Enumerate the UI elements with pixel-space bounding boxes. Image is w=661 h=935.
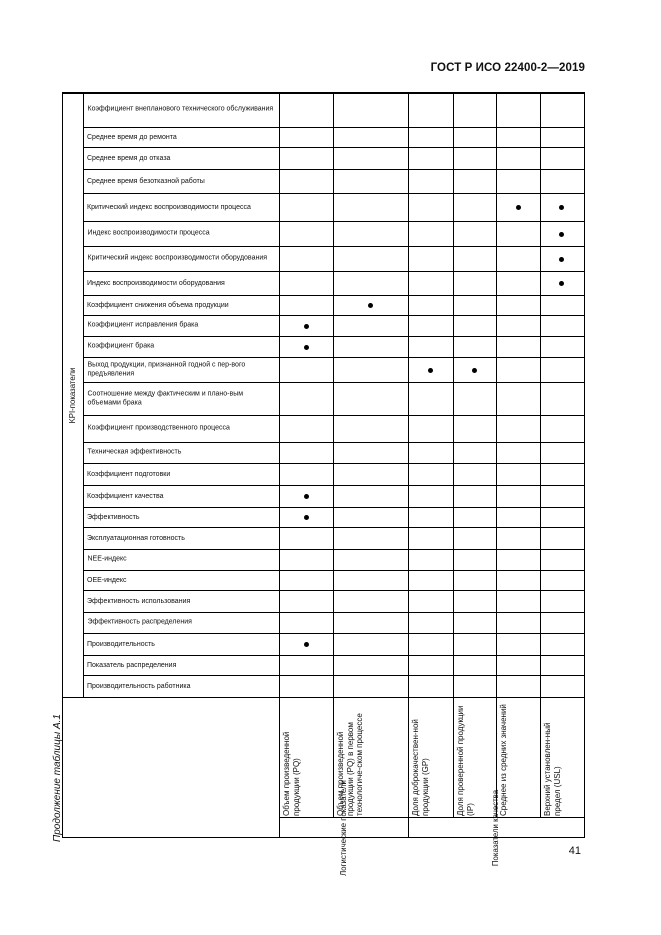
kpi-column-label — [83, 383, 279, 416]
page-number: 41 — [568, 845, 581, 857]
kpi-column-text: Коэффициент брака — [87, 343, 154, 351]
kpi-column-text: Коэффициент производственного процесса — [87, 425, 230, 433]
indicator-row-label: Среднее из средних значений — [499, 704, 508, 816]
kpi-column-label — [83, 194, 279, 222]
kpi-column-text: Производительность работника — [87, 682, 191, 690]
kpi-column-text: Индекс воспроизводимости процесса — [87, 230, 210, 238]
kpi-column-label — [83, 358, 279, 383]
kpi-column-text: Производительность — [87, 640, 155, 648]
kpi-column-text: Критический индекс воспроизводимости процесса — [87, 203, 251, 211]
kpi-column-label — [83, 443, 279, 464]
kpi-column-label — [83, 316, 279, 337]
indicator-group-text: Показатели качества — [491, 789, 500, 867]
mark-dot — [472, 368, 477, 373]
indicator-group-text: Логистические показатели — [339, 780, 348, 876]
indicator-row-label: Объем произведенной продукции (PQ) — [282, 731, 301, 816]
kpi-column-text: Коэффициент внепланового технического обслуживания — [87, 106, 273, 114]
kpi-column-text: Среднее время до ремонта — [87, 133, 177, 141]
kpi-column-text: Эффективность использования — [87, 597, 191, 605]
kpi-column-label — [83, 486, 279, 508]
document-title: ГОСТ Р ИСО 22400-2—2019 — [430, 62, 585, 74]
kpi-column-text: OEE-индекс — [87, 576, 127, 584]
kpi-column-text: Выход продукции, признанной годной с пер-вого предъявления — [87, 361, 245, 378]
kpi-column-text: Эксплуатационная готовность — [87, 534, 185, 542]
kpi-column-label — [83, 591, 279, 613]
indicator-row-label: Верхний установлен-ный предел (USL) — [543, 722, 562, 816]
kpi-column-text: Коэффициент подготовки — [87, 470, 171, 478]
kpi-column-text: Эффективность распределения — [87, 619, 192, 627]
kpi-column-label — [83, 93, 279, 128]
mark-dot — [428, 368, 433, 373]
indicator-row-label: Доля проверенной продукции (IP) — [456, 705, 475, 816]
kpi-column-label — [83, 128, 279, 148]
kpi-column-text: Среднее время безотказной работы — [87, 177, 205, 185]
kpi-column-label — [83, 528, 279, 550]
kpi-column-label — [83, 170, 279, 194]
kpi-column-text: Техническая эффективность — [87, 449, 181, 457]
kpi-column-label — [83, 296, 279, 316]
mark-dot — [304, 345, 309, 350]
kpi-column-label — [83, 337, 279, 358]
indicator-row-label: Доля доброкачествен-ной продукции (GP) — [411, 719, 430, 816]
kpi-column-text: Коэффициент качества — [87, 492, 164, 500]
kpi-column-label — [83, 416, 279, 443]
kpi-column-text: Индекс воспроизводимости оборудования — [87, 279, 225, 287]
kpi-column-label — [83, 613, 279, 634]
kpi-column-text: Критический индекс воспроизводимости оборудования — [87, 255, 267, 263]
kpi-group-header — [62, 93, 83, 698]
kpi-column-label — [83, 222, 279, 247]
kpi-column-text: Коэффициент исправления брака — [87, 322, 198, 330]
continuation-label: Продолжение таблицы А.1 — [52, 714, 63, 842]
kpi-column-label — [83, 464, 279, 486]
kpi-column-label — [83, 550, 279, 571]
kpi-column-text: Коэффициент снижения объема продукции — [87, 301, 229, 309]
kpi-column-text: Показатель распределения — [87, 661, 177, 669]
kpi-column-text: Соотношение между фактическим и плано-вым объемами брака — [87, 390, 243, 407]
kpi-column-text: NEE-индекс — [87, 556, 127, 564]
kpi-column-label — [83, 634, 279, 656]
kpi-column-text: Среднее время до отказа — [87, 154, 171, 162]
indicator-row-label: Объем произведенной продукции (PQ) в первом технологиче-ском процессе — [336, 713, 365, 816]
indicator-group-label — [279, 780, 408, 876]
kpi-group-label: KPI-показатели — [68, 367, 77, 424]
kpi-column-label — [83, 676, 279, 698]
kpi-column-label — [83, 272, 279, 296]
kpi-column-label — [83, 247, 279, 272]
mark-dot — [559, 232, 564, 237]
kpi-column-text: Эффективность — [87, 513, 140, 521]
kpi-column-label — [83, 656, 279, 676]
mark-dot — [304, 324, 309, 329]
mark-dot — [559, 257, 564, 262]
kpi-column-label — [83, 571, 279, 591]
kpi-column-label — [83, 148, 279, 170]
kpi-column-label — [83, 508, 279, 528]
